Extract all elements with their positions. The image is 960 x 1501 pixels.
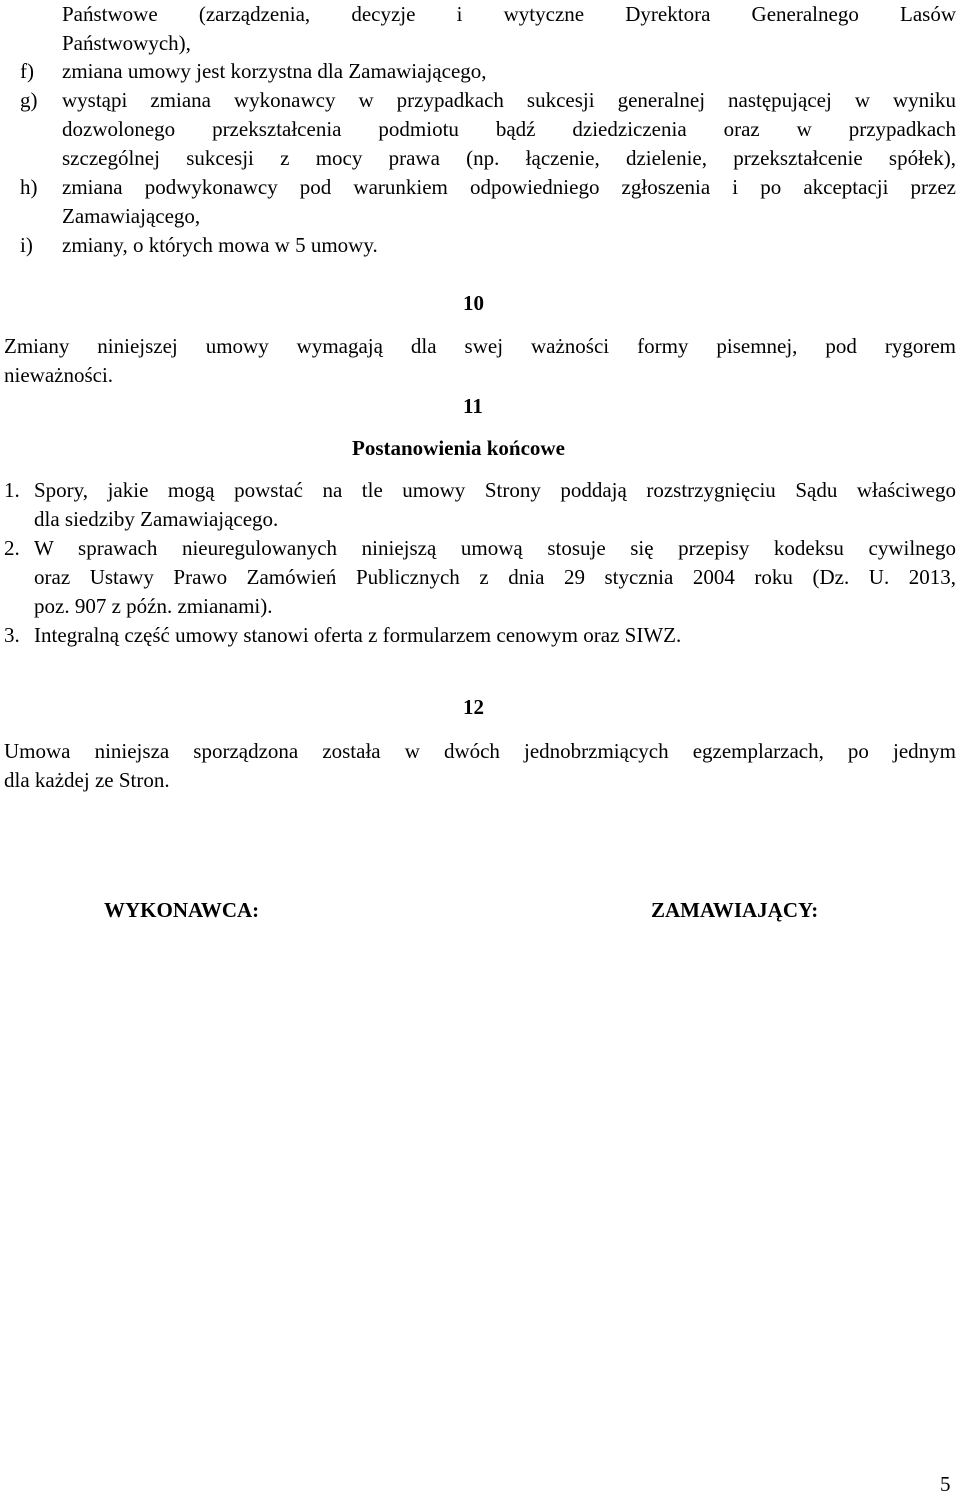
list-item-g-line-1: wystąpi zmiana wykonawcy w przypadkach sukcesji generalnej następującej w wyniku: [62, 88, 956, 112]
section-11-item-1-line-1: Spory, jakie mogą powstać na tle umowy Strony poddają rozstrzygnięciu Sądu właściwego: [34, 478, 956, 502]
section-12-text-line-1: Umowa niniejsza sporządzona została w dwóch jednobrzmiących egzemplarzach, po jednym: [4, 739, 956, 763]
list-item-g-label: g): [20, 88, 38, 112]
section-11-item-1-num: 1.: [4, 478, 20, 502]
section-12-text-line-2: dla każdej ze Stron.: [4, 768, 170, 792]
section-11-item-3-num: 3.: [4, 623, 20, 647]
section-11-item-2-line-2: oraz Ustawy Prawo Zamówień Publicznych z dnia 29 stycznia 2004 roku (Dz. U. 2013,: [34, 565, 956, 589]
list-item-h-line-2: Zamawiającego,: [62, 204, 201, 228]
list-item-i-label: i): [20, 233, 33, 257]
section-11-item-1-line-2: dla siedziby Zamawiającego.: [34, 507, 279, 531]
section-11-title: Postanowienia końcowe: [352, 436, 565, 460]
section-10-text-line-1: Zmiany niniejszej umowy wymagają dla swej ważności formy pisemnej, pod rygorem: [4, 334, 956, 358]
intro-line-1: Państwowe (zarządzenia, decyzje i wytyczne Dyrektora Generalnego Lasów: [62, 2, 956, 26]
list-item-i-text: zmiany, o których mowa w 5 umowy.: [62, 233, 378, 257]
signature-contractor-label: WYKONAWCA:: [104, 898, 260, 922]
page-number: 5: [940, 1472, 951, 1496]
section-12-heading: 12: [463, 695, 484, 719]
section-10-text-line-2: nieważności.: [4, 363, 114, 387]
section-11-item-3-line-1: Integralną część umowy stanowi oferta z formularzem cenowym oraz SIWZ.: [34, 623, 682, 647]
list-item-f-text: zmiana umowy jest korzystna dla Zamawiającego,: [62, 59, 487, 83]
list-item-g-line-3: szczególnej sukcesji z mocy prawa (np. łączenie, dzielenie, przekształcenie spółek),: [62, 146, 956, 170]
section-11-item-2-line-3: poz. 907 z późn. zmianami).: [34, 594, 273, 618]
section-11-item-2-num: 2.: [4, 536, 20, 560]
signature-client-label: ZAMAWIAJĄCY:: [651, 898, 819, 922]
intro-line-2: Państwowych),: [62, 31, 191, 55]
section-10-heading: 10: [463, 291, 484, 315]
section-11-item-2-line-1: W sprawach nieuregulowanych niniejszą umową stosuje się przepisy kodeksu cywilnego: [34, 536, 956, 560]
list-item-f-label: f): [20, 59, 34, 83]
list-item-h-label: h): [20, 175, 38, 199]
list-item-h-line-1: zmiana podwykonawcy pod warunkiem odpowiedniego zgłoszenia i po akceptacji przez: [62, 175, 956, 199]
section-11-heading: 11: [463, 394, 483, 418]
list-item-g-line-2: dozwolonego przekształcenia podmiotu bądź dziedziczenia oraz w przypadkach: [62, 117, 956, 141]
